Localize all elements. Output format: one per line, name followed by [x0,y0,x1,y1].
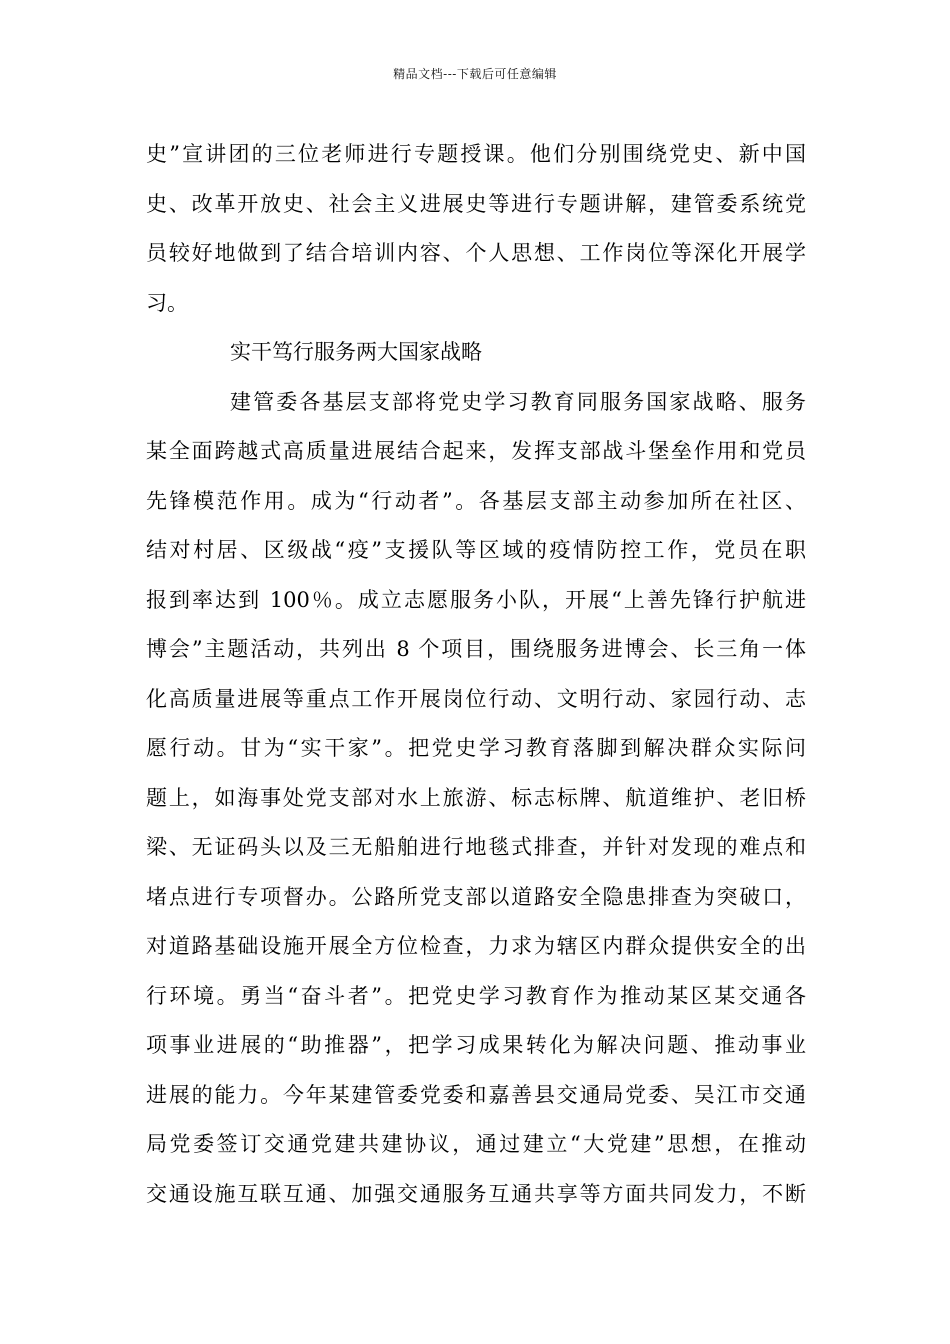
text-line: 梁、无证码头以及三无船舶进行地毯式排查，并针对发现的难点和 [146,835,806,859]
text-line: 员较好地做到了结合培训内容、个人思想、工作岗位等深化开展学 [146,241,806,265]
text-line: 化高质量进展等重点工作开展岗位行动、文明行动、家园行动、志 [146,686,806,711]
text-line: 习。 [146,290,188,315]
text-line: 愿行动。甘为“实干家”。把党史学习教育落脚到解决群众实际问 [146,736,806,760]
text-line: 史”宣讲团的三位老师进行专题授课。他们分别围绕党史、新中国 [146,142,806,166]
text-line: 堵点进行专项督办。公路所党支部以道路安全隐患排查为突破口， [146,884,806,909]
text-line: 局党委签订交通党建共建协议，通过建立“大党建”思想，在推动 [146,1132,806,1156]
text-line: 对道路基础设施开展全方位检查，力求为辖区内群众提供安全的出 [146,934,806,958]
text-line: 史、改革开放史、社会主义进展史等进行专题讲解，建管委系统党 [146,191,806,216]
body-text [146,130,806,1219]
text-line: 某全面跨越式高质量进展结合起来，发挥支部战斗堡垒作用和党员 [146,439,806,463]
text-line: 建管委各基层支部将党史学习教育同服务国家战略、服务 [230,389,806,414]
text-line: 博会”主题活动，共列出 8 个项目，围绕服务进博会、长三角一体 [146,637,806,661]
page-header: 精品文档---下载后可任意编辑 [393,67,557,81]
text-line: 行环境。勇当“奋斗者”。把党史学习教育作为推动某区某交通各 [146,983,806,1008]
text-line: 题上，如海事处党支部对水上旅游、标志标牌、航道维护、老旧桥 [146,785,806,810]
text-line: 结对村居、区级战“疫”支援队等区域的疫情防控工作，党员在职 [146,538,806,562]
section-heading: 实干笃行服务两大国家战略 [230,340,482,364]
text-line: 交通设施互联互通、加强交通服务互通共享等方面共同发力，不断 [146,1181,806,1206]
text-line: 先锋模范作用。成为“行动者”。各基层支部主动参加所在社区、 [146,488,806,513]
text-line: 报到率达到 100％。成立志愿服务小队，开展“上善先锋行护航进 [146,587,806,612]
text-line: 进展的能力。今年某建管委党委和嘉善县交通局党委、吴江市交通 [146,1082,806,1107]
text-line: 项事业进展的“助推器”，把学习成果转化为解决问题、推动事业 [146,1033,806,1057]
